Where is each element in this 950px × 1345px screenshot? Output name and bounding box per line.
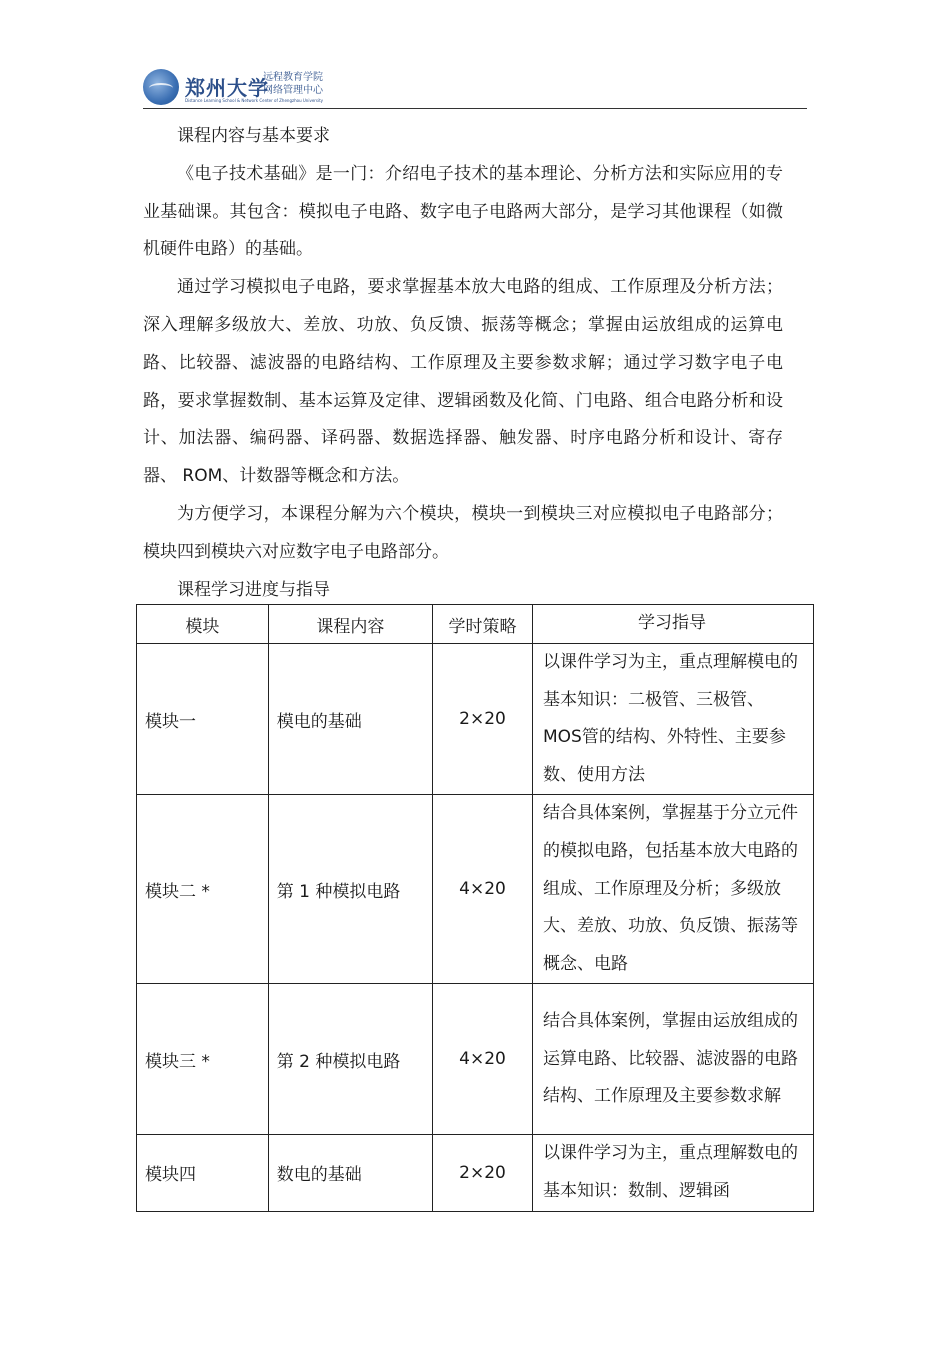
page-header: [143, 66, 807, 109]
cell-guide: 结合具体案例，掌握基于分立元件的模拟电路，包括基本放大电路的组成、工作原理及分析；多级放大、差放、功放、负反馈、振荡等概念、电路: [532, 795, 813, 984]
cell-guide: 以课件学习为主，重点理解模电的基本知识：二极管、三极管、MOS管的结构、外特性、主要参数、使用方法: [532, 644, 813, 795]
header-module: 模块: [137, 605, 269, 644]
cell-content: 数电的基础: [268, 1135, 432, 1211]
course-schedule-table: [136, 604, 814, 1212]
cell-hours: 2×20: [433, 644, 533, 795]
university-logo: [143, 69, 338, 107]
table-row: [137, 795, 814, 984]
table-row: [137, 984, 814, 1135]
logo-subtitle: [263, 71, 343, 97]
logo-subtitle-line2: 网络管理中心: [263, 85, 323, 96]
paragraph-intro: 《电子技术基础》是一门：介绍电子技术的基本理论、分析方法和实际应用的专业基础课。其包含：模拟电子电路、数字电子电路两大部分，是学习其他课程（如微机硬件电路）的基础。: [143, 163, 783, 260]
paragraph-modules: 为方便学习，本课程分解为六个模块，模块一到模块三对应模拟电子电路部分；模块四到模块六对应数字电子电路部分。: [143, 503, 783, 562]
table-row: [137, 644, 814, 795]
section-title: 课程内容与基本要求: [177, 126, 330, 146]
header-content: 课程内容: [268, 605, 432, 644]
table-row: [137, 1135, 814, 1211]
globe-emblem-icon: [143, 69, 179, 105]
cell-hours: 4×20: [433, 795, 533, 984]
table-header-row: [137, 605, 814, 644]
cell-guide: 结合具体案例，掌握由运放组成的运算电路、比较器、滤波器的电路结构、工作原理及主要参数求解: [532, 984, 813, 1135]
cell-content: 第 2 种模拟电路: [268, 984, 432, 1135]
cell-content: 模电的基础: [268, 644, 432, 795]
cell-module: 模块三 *: [137, 984, 269, 1135]
logo-english-name: Distance Learning School & Network Center of Zhengzhou University: [185, 98, 324, 103]
header-guide: 学习指导: [532, 605, 813, 644]
paragraph-requirements: 通过学习模拟电子电路，要求掌握基本放大电路的组成、工作原理及分析方法；深入理解多级放大、差放、功放、负反馈、振荡等概念；掌握由运放组成的运算电路、比较器、滤波器的电路结构、工作原理及主要参数求解；通过学习数字电子电路，要求掌握数制、基本运算及定律、逻辑函数及化简、门电路、组合电路分析和设计、加法器、编码器、译码器、数据选择器、触发器、时序电路分析和设计、寄存器、 ROM、计数器等概念和方法。: [143, 277, 783, 487]
cell-hours: 4×20: [433, 984, 533, 1135]
cell-module: 模块二 *: [137, 795, 269, 984]
cell-guide: 以课件学习为主，重点理解数电的基本知识：数制、逻辑函: [532, 1135, 813, 1211]
document-body: [143, 118, 783, 609]
cell-hours: 2×20: [433, 1135, 533, 1211]
logo-subtitle-line1: 远程教育学院: [263, 72, 323, 83]
logo-university-name: 郑州大学: [185, 76, 269, 100]
table-title: 课程学习进度与指导: [177, 579, 330, 600]
header-hours: 学时策略: [433, 605, 533, 644]
cell-module: 模块一: [137, 644, 269, 795]
cell-module: 模块四: [137, 1135, 269, 1211]
cell-content: 第 1 种模拟电路: [268, 795, 432, 984]
